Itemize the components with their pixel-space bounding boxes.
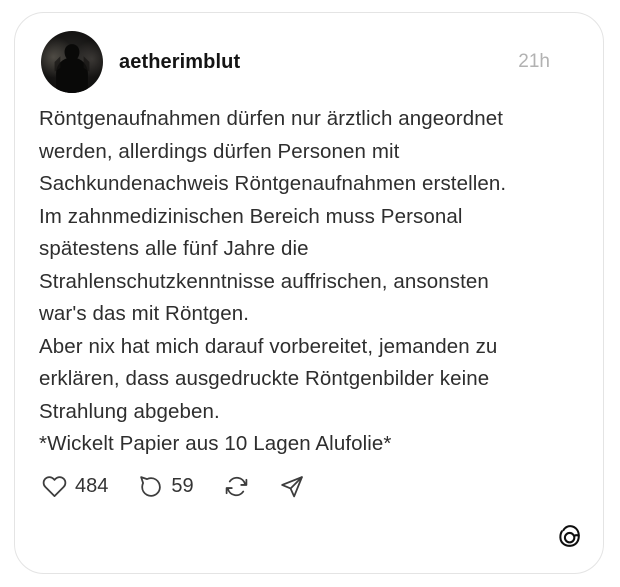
repost-icon [224, 474, 249, 499]
post-text-line: Sachkundenachweis Röntgenaufnahmen erstellen. [39, 172, 507, 195]
post-text-line: erklären, dass ausgedruckte Röntgenbilder keine [39, 367, 490, 390]
post-text-line: werden, allerdings dürfen Personen mit [39, 139, 400, 163]
post-text-line: Strahlenschutzkenntnisse auffrischen, ansonsten [39, 269, 489, 293]
post-header [41, 31, 550, 93]
like-button[interactable] [42, 474, 108, 499]
action-bar [42, 469, 304, 503]
avatar[interactable] [41, 31, 103, 93]
send-icon [279, 474, 304, 499]
reply-count: 59 [171, 474, 194, 497]
heart-icon [42, 474, 67, 499]
threads-logo-icon[interactable] [555, 521, 584, 550]
reply-button[interactable] [138, 474, 193, 499]
post-text-line: *Wickelt Papier aus 10 Lagen Alufolie* [39, 432, 392, 455]
post-text-line: Röntgenaufnahmen dürfen nur ärztlich angeordnet [39, 107, 503, 130]
post-text-line: war's das mit Röntgen. [39, 302, 250, 325]
post-text-line: Im zahnmedizinischen Bereich muss Personal [39, 204, 463, 228]
post-text-line: Aber nix hat mich darauf vorbereitet, jemanden zu [39, 334, 498, 358]
avatar-silhouette [41, 31, 103, 93]
timestamp: 21h [518, 51, 550, 72]
username[interactable]: aetherimblut [119, 50, 241, 73]
comment-bubble-icon [138, 474, 163, 499]
post-text-line: spätestens alle fünf Jahre die [39, 237, 309, 260]
like-count: 484 [75, 474, 109, 497]
share-button[interactable] [279, 474, 304, 499]
post-text [39, 103, 587, 461]
post-text-line: Strahlung abgeben. [39, 399, 220, 423]
thread-post-card [14, 12, 604, 574]
repost-button[interactable] [224, 474, 249, 499]
